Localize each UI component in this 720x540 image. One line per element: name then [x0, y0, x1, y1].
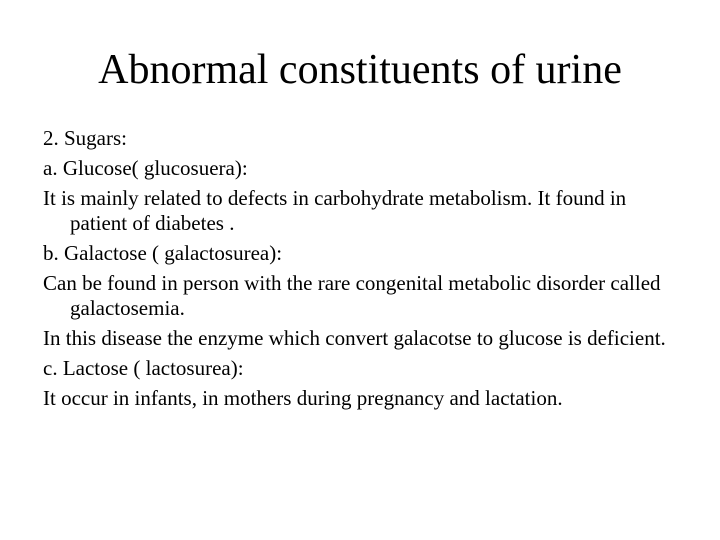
- paragraph-enzyme-text: In this disease the enzyme which convert galacotse to glucose is deficient.: [43, 326, 666, 350]
- slide-body: [43, 126, 683, 416]
- paragraph-galactose-text: Can be found in person with the rare congenital metabolic disorder called galactosemia.: [43, 271, 661, 320]
- paragraph-glucose-heading: a. Glucose( glucosuera):: [43, 156, 248, 180]
- paragraph-galactose-heading: b. Galactose ( galactosurea):: [43, 241, 283, 265]
- paragraph-glucose-text: It is mainly related to defects in carbohydrate metabolism. It found in patient of diabetes .: [43, 186, 627, 235]
- paragraph-lactose-text: It occur in infants, in mothers during pregnancy and lactation.: [43, 386, 563, 410]
- paragraph-lactose-heading: c. Lactose ( lactosurea):: [43, 356, 244, 380]
- paragraph-sugars-heading: 2. Sugars:: [43, 126, 127, 150]
- slide-title: Abnormal constituents of urine: [98, 47, 622, 93]
